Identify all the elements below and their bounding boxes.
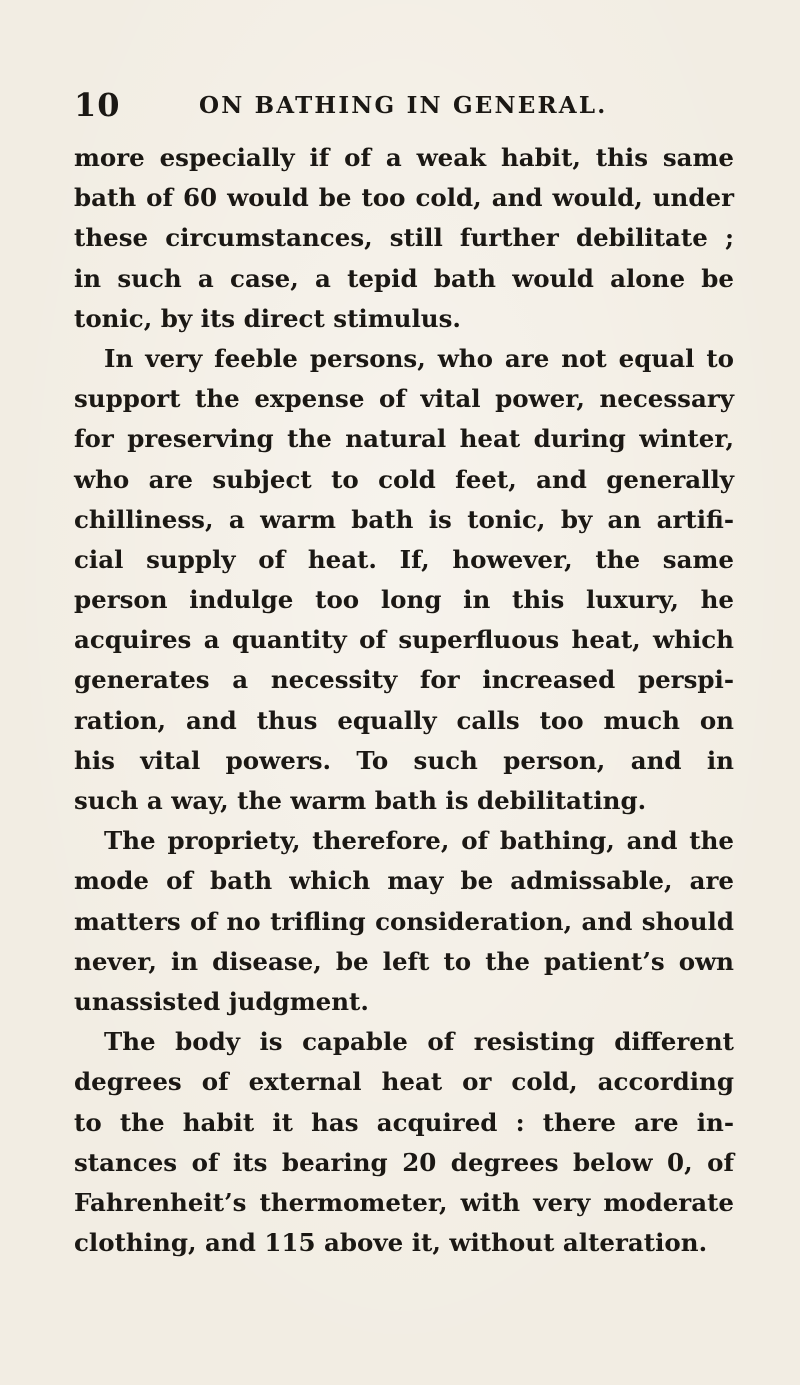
text-line: cial supply of heat. If, however, the same xyxy=(74,544,734,574)
text-line: clothing, and 115 above it, without alteration. xyxy=(74,1228,708,1258)
text-line: mode of bath which may be admissable, are xyxy=(74,866,734,896)
text-line: tonic, by its direct stimulus. xyxy=(74,303,461,333)
text-line: generates a necessity for increased perspi- xyxy=(74,665,734,695)
text-line: never, in disease, be left to the patient’s own xyxy=(74,946,734,976)
text-line: more especially if of a weak habit, this same xyxy=(74,143,734,172)
text-line: bath of 60 would be too cold, and would, under xyxy=(74,183,734,213)
text-line: such a way, the warm bath is debilitating. xyxy=(74,786,647,815)
text-line: unassisted judgment. xyxy=(74,986,369,1016)
page-number: 10 xyxy=(74,86,121,124)
text-line: degrees of external heat or cold, according xyxy=(74,1067,734,1097)
text-line: chilliness, a warm bath is tonic, by an artifi- xyxy=(74,504,734,534)
text-line: In very feeble persons, who are not equal to xyxy=(104,343,734,373)
text-line: ration, and thus equally calls too much on xyxy=(74,705,734,735)
text-line: his vital powers. To such person, and in xyxy=(74,745,734,775)
text-line: Fahrenheit’s thermometer, with very moderate xyxy=(74,1187,734,1217)
text-line: for preserving the natural heat during winter, xyxy=(74,424,734,454)
text-line: acquires a quantity of superfluous heat, which xyxy=(74,625,734,655)
text-line: The body is capable of resisting different xyxy=(104,1027,734,1057)
text-line: in such a case, a tepid bath would alone be xyxy=(74,263,734,293)
text-line: support the expense of vital power, necessary xyxy=(74,384,734,414)
text-line: person indulge too long in this luxury, he xyxy=(74,585,734,615)
body-text xyxy=(74,138,734,1263)
text-line: who are subject to cold feet, and generally xyxy=(74,464,734,494)
running-title: ON BATHING IN GENERAL. xyxy=(199,92,608,119)
text-line: stances of its bearing 20 degrees below 0, of xyxy=(74,1147,734,1177)
running-head xyxy=(74,86,734,126)
text-line: to the habit it has acquired : there are in- xyxy=(74,1107,734,1137)
text-line: matters of no trifling consideration, and should xyxy=(74,906,734,936)
text-line: The propriety, therefore, of bathing, and the xyxy=(104,826,734,856)
text-line: these circumstances, still further debilitate ; xyxy=(74,223,734,253)
